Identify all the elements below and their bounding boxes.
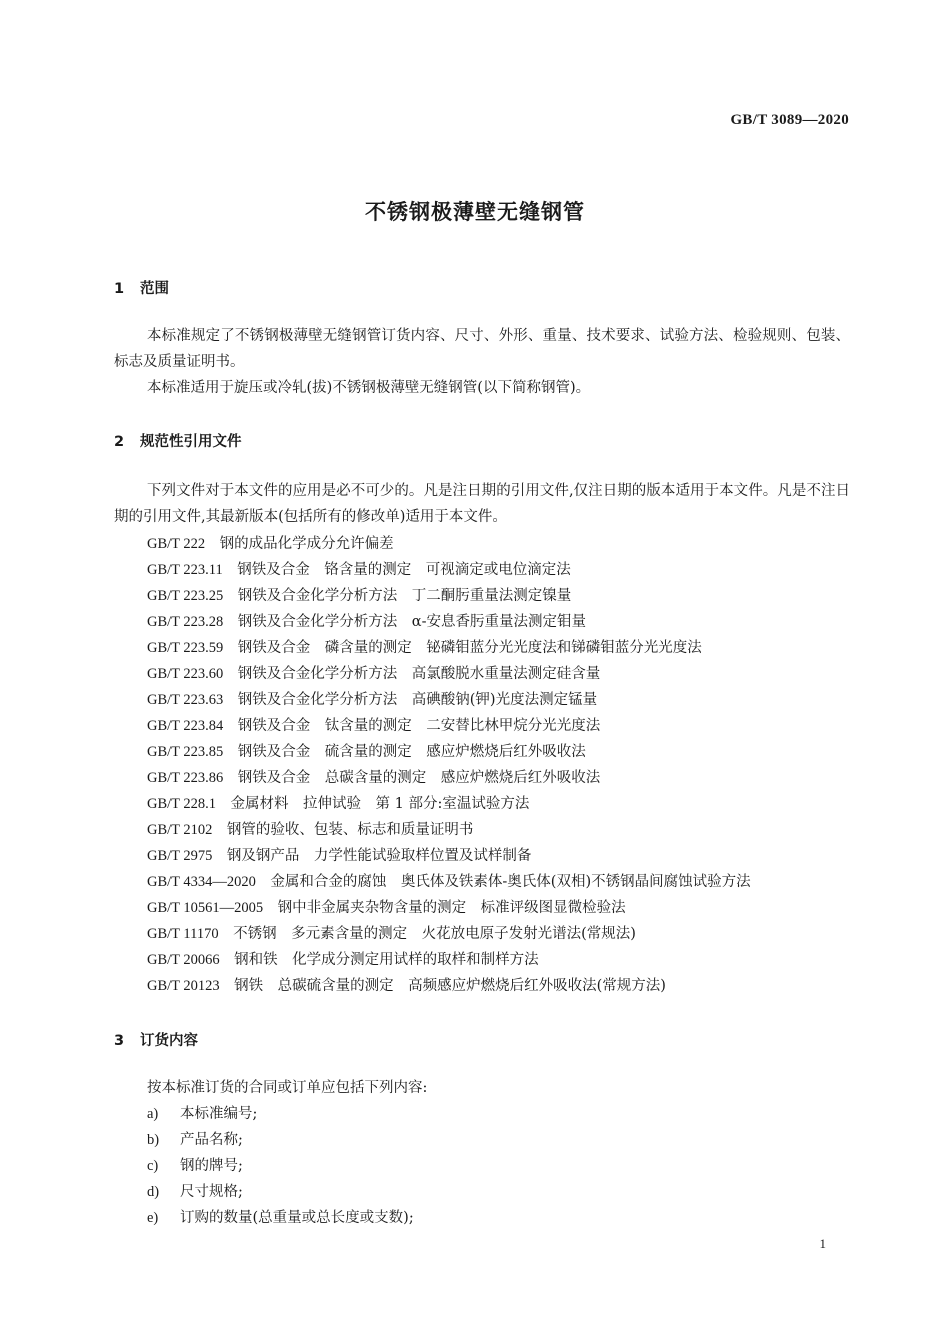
reference-code: GB/T 223.11: [147, 562, 223, 578]
reference-code: GB/T 223.84: [147, 718, 224, 734]
list-item: [147, 1208, 414, 1228]
list-item-label: b): [147, 1132, 160, 1148]
reference-item: [147, 586, 571, 606]
section-number: 2: [114, 434, 125, 450]
reference-item: [147, 612, 586, 632]
list-item-label: c): [147, 1158, 159, 1174]
reference-item: [147, 924, 636, 944]
reference-code: GB/T 11170: [147, 926, 219, 942]
list-item-text: 本标准编号;: [180, 1106, 258, 1122]
reference-item: [147, 638, 702, 658]
reference-title: 钢铁及合金 铬含量的测定 可视滴定或电位滴定法: [237, 562, 571, 578]
reference-title: 金属和合金的腐蚀 奥氏体及铁素体-奥氏体(双相)不锈钢晶间腐蚀试验方法: [270, 874, 751, 890]
reference-code: GB/T 20066: [147, 952, 220, 968]
list-item-label: e): [147, 1210, 159, 1226]
reference-item: [147, 872, 751, 892]
reference-title: 钢铁 总碳硫含量的测定 高频感应炉燃烧后红外吸收法(常规方法): [234, 978, 666, 994]
list-item-label: a): [147, 1106, 159, 1122]
list-item-text: 订购的数量(总重量或总长度或支数);: [180, 1210, 414, 1226]
reference-item: [147, 664, 600, 684]
reference-item: [147, 690, 597, 710]
reference-code: GB/T 10561—2005: [147, 900, 264, 916]
reference-code: GB/T 20123: [147, 978, 220, 994]
section-title: 订货内容: [140, 1033, 198, 1049]
reference-title: 钢铁及合金化学分析方法 α-安息香肟重量法测定钼量: [237, 614, 586, 630]
reference-item: [147, 534, 394, 554]
section-3-heading: [114, 1029, 198, 1050]
list-item-text: 产品名称;: [180, 1132, 243, 1148]
list-item-text: 钢的牌号;: [180, 1158, 243, 1174]
reference-item: [147, 794, 529, 814]
list-item: [147, 1182, 243, 1202]
reference-title: 钢铁及合金 磷含量的测定 铋磷钼蓝分光光度法和锑磷钼蓝分光光度法: [237, 640, 702, 656]
reference-title: 钢铁及合金 硫含量的测定 感应炉燃烧后红外吸收法: [237, 744, 586, 760]
reference-title: 不锈钢 多元素含量的测定 火花放电原子发射光谱法(常规法): [233, 926, 636, 942]
list-item: [147, 1104, 257, 1124]
reference-code: GB/T 2102: [147, 822, 213, 838]
reference-code: GB/T 2975: [147, 848, 213, 864]
reference-item: [147, 742, 586, 762]
reference-code: GB/T 228.1: [147, 796, 217, 812]
list-item-text: 尺寸规格;: [180, 1184, 243, 1200]
section-number: 1: [114, 281, 125, 297]
reference-item: [147, 716, 600, 736]
reference-item: [147, 950, 539, 970]
reference-code: GB/T 223.60: [147, 666, 224, 682]
reference-title: 钢铁及合金 钛含量的测定 二安替比林甲烷分光光度法: [237, 718, 601, 734]
reference-title: 钢和铁 化学成分测定用试样的取样和制样方法: [234, 952, 539, 968]
reference-item: [147, 846, 531, 866]
reference-title: 钢中非金属夹杂物含量的测定 标准评级图显微检验法: [277, 900, 626, 916]
section-1-heading: [114, 277, 169, 298]
list-item: [147, 1130, 243, 1150]
reference-code: GB/T 223.86: [147, 770, 224, 786]
reference-code: GB/T 4334—2020: [147, 874, 256, 890]
reference-title: 钢铁及合金化学分析方法 高碘酸钠(钾)光度法测定锰量: [237, 692, 598, 708]
section-3-intro: 按本标准订货的合同或订单应包括下列内容:: [147, 1080, 428, 1096]
section-title: 规范性引用文件: [140, 434, 242, 450]
section-1-paragraph-2: 本标准适用于旋压或冷轧(拔)不锈钢极薄壁无缝钢管(以下简称钢管)。: [147, 380, 591, 396]
reference-code: GB/T 223.25: [147, 588, 224, 604]
reference-title: 金属材料 拉伸试验 第 1 部分:室温试验方法: [230, 796, 530, 812]
reference-code: GB/T 222: [147, 536, 206, 552]
reference-code: GB/T 223.63: [147, 692, 224, 708]
section-1-paragraph-1: 本标准规定了不锈钢极薄壁无缝钢管订货内容、尺寸、外形、重量、技术要求、试验方法、检验规则、包装、标志及质量证明书。: [114, 328, 850, 370]
list-item-label: d): [147, 1184, 160, 1200]
reference-code: GB/T 223.85: [147, 744, 224, 760]
reference-title: 钢铁及合金化学分析方法 丁二酮肟重量法测定镍量: [237, 588, 572, 604]
section-number: 3: [114, 1033, 125, 1049]
document-title: 不锈钢极薄壁无缝钢管: [365, 200, 585, 224]
reference-item: [147, 768, 600, 788]
reference-title: 钢的成品化学成分允许偏差: [219, 536, 394, 552]
reference-code: GB/T 223.28: [147, 614, 224, 630]
section-2-intro: 下列文件对于本文件的应用是必不可少的。凡是注日期的引用文件,仅注日期的版本适用于本文件。凡是不注日期的引用文件,其最新版本(包括所有的修改单)适用于本文件。: [114, 483, 850, 525]
standard-code: GB/T 3089—2020: [730, 112, 849, 128]
reference-title: 钢管的验收、包装、标志和质量证明书: [226, 822, 474, 838]
reference-item: [147, 560, 571, 580]
section-title: 范围: [140, 281, 169, 297]
reference-title: 钢铁及合金 总碳含量的测定 感应炉燃烧后红外吸收法: [237, 770, 601, 786]
reference-title: 钢铁及合金化学分析方法 高氯酸脱水重量法测定硅含量: [237, 666, 601, 682]
section-2-heading: [114, 430, 242, 451]
page-number: 1: [819, 1236, 826, 1251]
reference-item: [147, 820, 473, 840]
reference-item: [147, 898, 626, 918]
reference-title: 钢及钢产品 力学性能试验取样位置及试样制备: [226, 848, 532, 864]
list-item: [147, 1156, 243, 1176]
reference-code: GB/T 223.59: [147, 640, 224, 656]
reference-item: [147, 976, 666, 996]
